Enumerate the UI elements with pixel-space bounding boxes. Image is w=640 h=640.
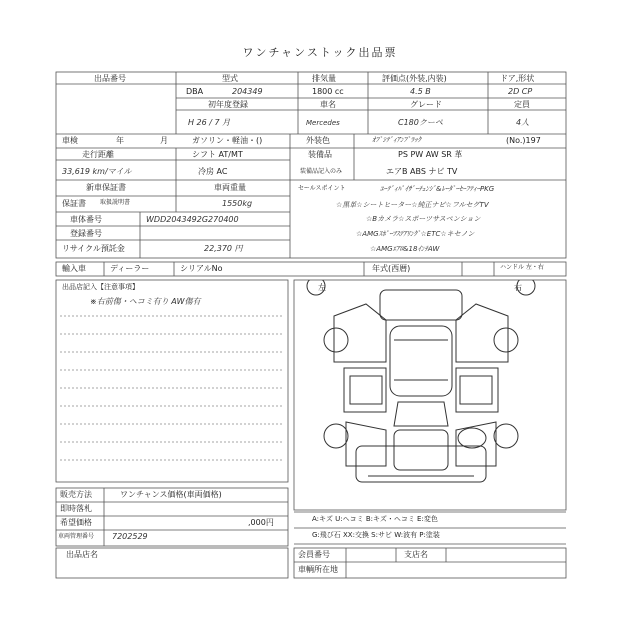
serial-label: シリアルNo (180, 264, 223, 273)
vehicle-location-label: 車輌所在地 (298, 565, 338, 574)
branch-label: 支店名 (404, 550, 428, 559)
first-reg-value: H 26 / 7 月 (188, 118, 231, 127)
displacement-value: 1800 cc (312, 87, 344, 96)
score-label: 評価点(外装,内装) (382, 74, 447, 83)
shaken-label: 車検 (62, 136, 78, 145)
member-no-label: 会員番号 (298, 550, 330, 559)
vin-label: 車体番号 (70, 215, 102, 224)
maker-value: Mercedes (306, 119, 340, 127)
warranty-sub: 保証書 (62, 199, 86, 208)
sales-point-5: ☆AMGｴｱﾛ&18ｲﾝﾁAW (370, 245, 440, 253)
sales-point-4: ☆AMGｽﾎﾟｰﾂｽﾃｱﾘﾝｸﾞ☆ETC☆キセノン (356, 230, 475, 238)
weight-label: 車両重量 (214, 183, 246, 192)
notes-header: 出品店記入【注意事項】 (62, 283, 139, 291)
instant-label: 即時落札 (60, 504, 92, 513)
dealer-option: ディーラー (110, 264, 150, 273)
equip-label: 装備品 (308, 150, 332, 159)
car-damage-diagram (294, 280, 548, 510)
ac-options: 冷房 AC (198, 167, 228, 176)
left-side-label: 左 (318, 283, 326, 292)
warranty-label: 新車保証書 (86, 183, 126, 192)
model-label: 型式 (222, 74, 238, 83)
equip-line-1: PS PW AW SR 革 (398, 150, 463, 159)
legend-line-2: G:飛び石 XX:交換 S:サビ W:波有 P:塗装 (312, 531, 440, 539)
equip-line-2: エアB ABS ナビ TV (386, 167, 458, 176)
recycle-label: リサイクル預託金 (62, 244, 125, 253)
sale-method-value: ワンチャンス価格(車両価格) (120, 490, 222, 499)
right-side-label: 右 (514, 283, 522, 292)
handle-options: ハンドル 左・右 (500, 264, 544, 271)
import-label: 輸入車 (62, 264, 86, 273)
sales-point-1: ﾕｰﾃﾞｨﾊﾟｲｻﾞｰﾁｪﾝｼﾞ&ﾚｰﾀﾞｰｾｰﾌﾃｨｰPKG (380, 185, 495, 193)
score-value: 4.5 B (410, 87, 431, 96)
mileage-value: 33,619 km/マイル (62, 167, 132, 176)
color-label: 外装色 (306, 136, 330, 145)
shaken-year-label: 年 (116, 136, 124, 145)
hope-price-label: 希望価格 (60, 518, 92, 527)
vehicle-code-value: 7202529 (112, 532, 148, 541)
capacity-value: 4人 (516, 118, 530, 127)
legend-line-1: A:キズ U:ヘコミ B:キズ・ヘコミ E:変色 (312, 515, 438, 523)
notes-line-1: ※右前傷・ヘコミ有り AW傷有 (90, 297, 201, 306)
mileage-label: 走行距離 (82, 150, 114, 159)
shaken-month-label: 月 (160, 136, 168, 145)
page-title: ワンチャンストック出品票 (242, 46, 398, 59)
color-value: ｵﾌﾞｼﾃﾞｨｱﾝﾌﾞﾗｯｸ (372, 136, 421, 144)
lot-no-label: 出品番号 (94, 74, 126, 83)
equip-note: 装備品記入のみ (300, 168, 343, 175)
sale-method-label: 販売方法 (60, 490, 92, 499)
color-no: (No.)197 (506, 136, 541, 145)
grade-label: グレード (410, 100, 442, 109)
hope-price-value: ,000円 (248, 518, 274, 527)
sales-point-2: ☆黒革☆シートヒーター☆純正ナビ☆フルセグTV (336, 201, 489, 209)
recycle-value: 22,370 円 (204, 244, 243, 253)
model-code: 204349 (232, 87, 263, 96)
capacity-label: 定員 (514, 100, 530, 109)
door-value: 2D CP (508, 87, 533, 96)
vin-value: WDD2043492G270400 (146, 215, 239, 224)
first-reg-label: 初年度登録 (208, 100, 248, 109)
grade-value: C180クーペ (398, 118, 443, 127)
fuel-options: ガソリン・軽油・() (192, 136, 263, 145)
model-year-label: 年式(西暦) (372, 264, 411, 273)
displacement-label: 排気量 (312, 74, 336, 83)
shift-options: シフト AT/MT (192, 150, 243, 159)
weight-value: 1550kg (222, 199, 253, 208)
shop-name-label: 出品店名 (66, 550, 98, 559)
sales-point-label: セールスポイント (298, 185, 346, 192)
maker-label: 車名 (320, 100, 336, 109)
registration-label: 登録番号 (70, 229, 102, 238)
vehicle-code-label: 車両管理番号 (58, 533, 95, 540)
sales-point-3: ☆Bカメラ☆スポーツサスペンション (366, 215, 481, 223)
manual-label: 取扱説明書 (100, 199, 131, 206)
door-label: ドア,形状 (500, 74, 535, 83)
model-prefix: DBA (186, 87, 204, 96)
